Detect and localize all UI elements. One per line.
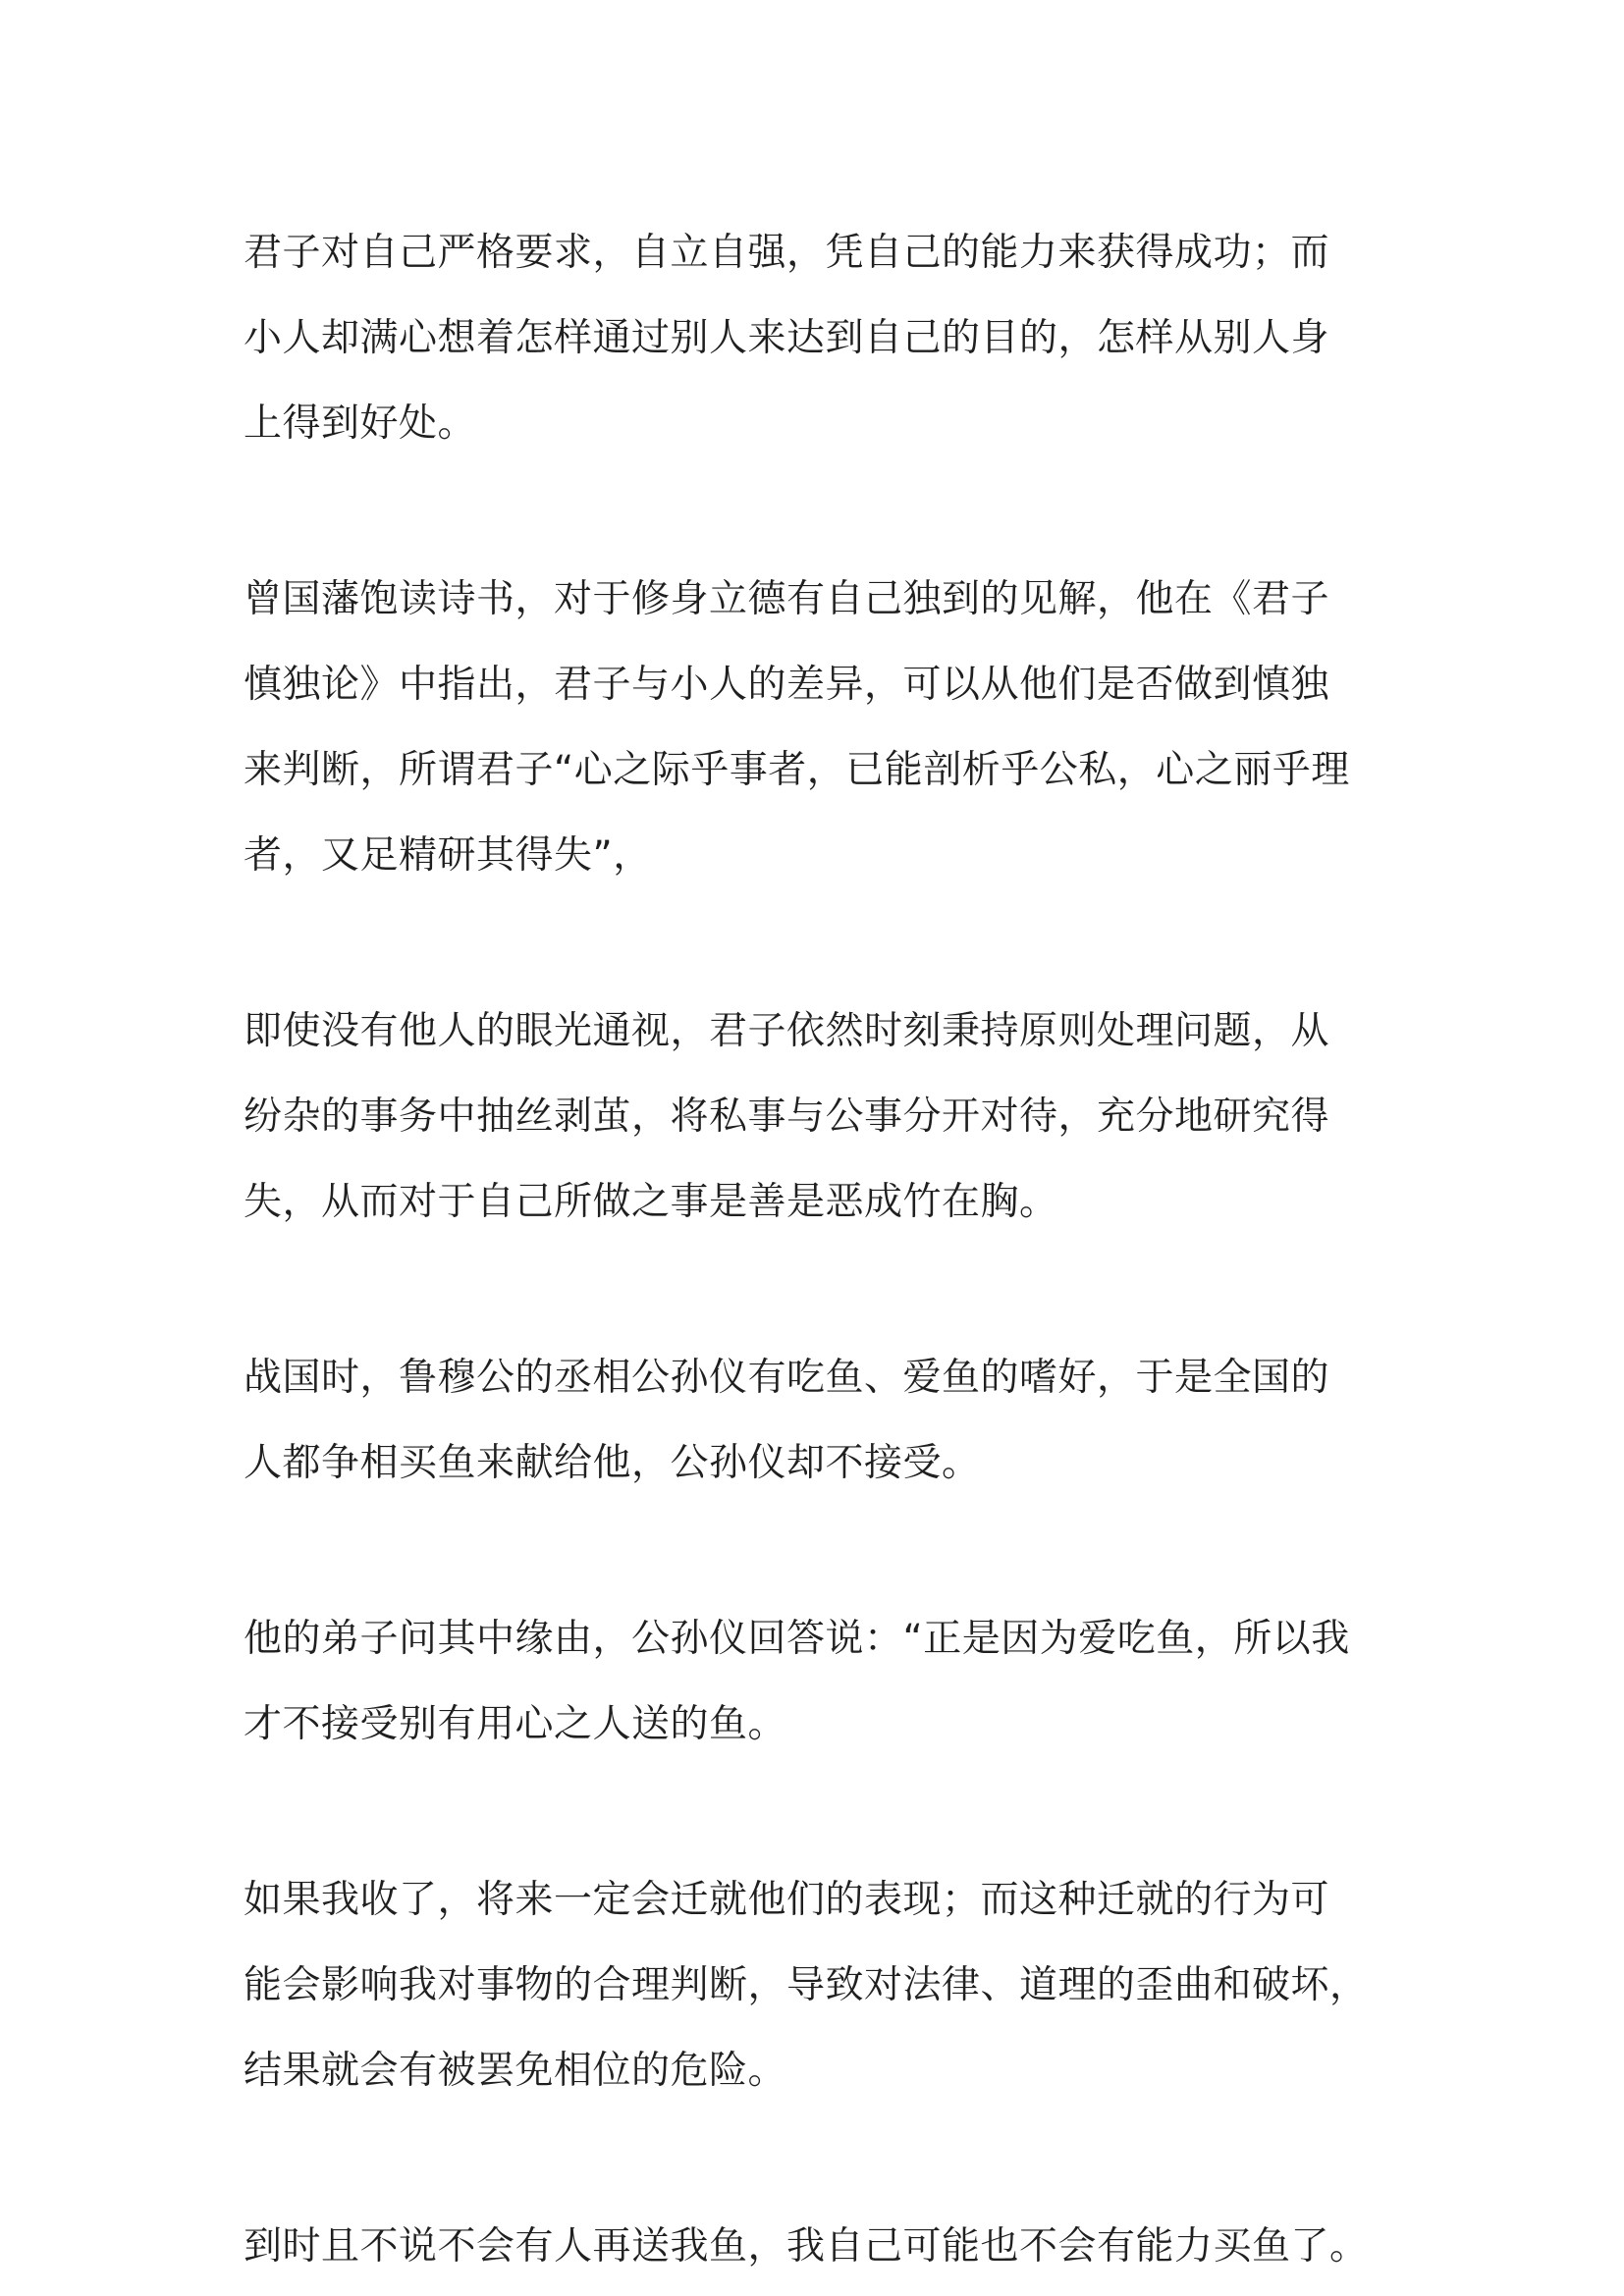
text-line: 小人却满心想着怎样通过别人来达到自己的目的，怎样从别人身 <box>244 316 1330 360</box>
text-line: 能会影响我对事物的合理判断，导致对法律、道理的歪曲和破坏， <box>244 1963 1369 2007</box>
text-line: 结果就会有被罢免相位的危险。 <box>244 2049 787 2093</box>
paragraph <box>244 557 1392 898</box>
text-line: 人都争相买鱼来献给他，公孙仪却不接受。 <box>244 1441 981 1485</box>
paragraph <box>244 988 1392 1245</box>
text-line: 战国时，鲁穆公的丞相公孙仪有吃鱼、爱鱼的嗜好，于是全国的 <box>244 1356 1330 1400</box>
document-body <box>244 210 1392 2289</box>
text-line: 曾国藩饱读诗书，对于修身立德有自己独到的见解，他在《君子 <box>244 577 1330 621</box>
text-line: 上得到好处。 <box>244 401 477 446</box>
paragraph <box>244 1857 1392 2113</box>
text-line: 他的弟子问其中缘由，公孙仪回答说：“正是因为爱吃鱼，所以我 <box>244 1617 1350 1661</box>
text-line: 即使没有他人的眼光通视，君子依然时刻秉持原则处理问题，从 <box>244 1009 1330 1053</box>
text-line: 如果我收了，将来一定会迁就他们的表现；而这种迁就的行为可 <box>244 1878 1330 1922</box>
text-line: 慎独论》中指出，君子与小人的差异，可以从他们是否做到慎独 <box>244 663 1330 707</box>
paragraph <box>244 1335 1392 1506</box>
text-line: 君子对自己严格要求，自立自强，凭自己的能力来获得成功；而 <box>244 231 1330 275</box>
text-line: 纷杂的事务中抽丝剥茧，将私事与公事分开对待，充分地研究得 <box>244 1095 1330 1139</box>
paragraph <box>244 2204 1392 2289</box>
text-line: 失，从而对于自己所做之事是善是恶成竹在胸。 <box>244 1180 1058 1224</box>
text-line: 到时且不说不会有人再送我鱼，我自己可能也不会有能力买鱼了。 <box>244 2224 1369 2269</box>
paragraph <box>244 210 1392 466</box>
text-line: 者，又足精研其得失”， <box>244 833 652 878</box>
text-line: 来判断，所谓君子“心之际乎事者，已能剖析乎公私，心之丽乎理 <box>244 748 1350 792</box>
text-line: 才不接受别有用心之人送的鱼。 <box>244 1702 787 1746</box>
paragraph <box>244 1596 1392 1767</box>
